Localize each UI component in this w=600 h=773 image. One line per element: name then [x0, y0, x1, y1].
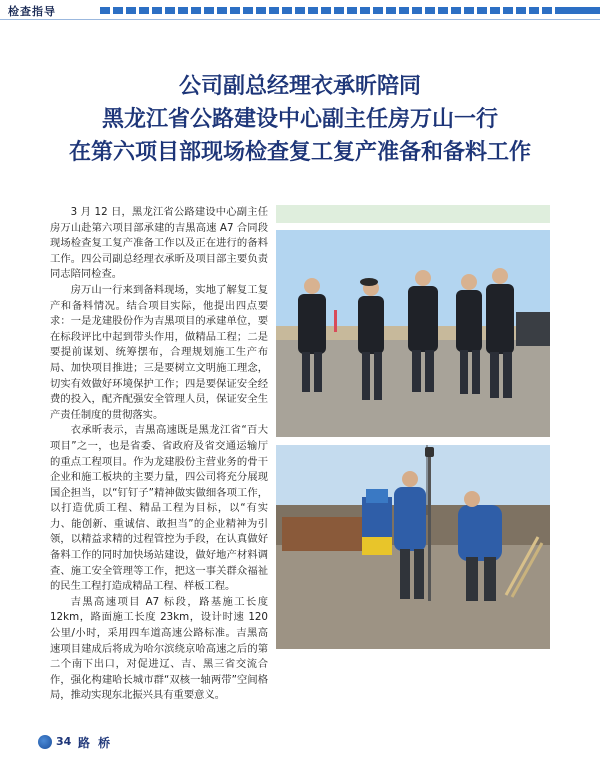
- header-stripe-end: [560, 7, 600, 14]
- page-number: 34: [56, 735, 72, 748]
- magazine-name: 路 桥: [78, 736, 113, 750]
- article-body: [50, 205, 268, 704]
- survey-photo-illustration: [276, 445, 550, 649]
- page-header: [0, 0, 600, 22]
- title-line-3: 在第六项目部现场检查复工复产准备和备料工作: [68, 139, 531, 165]
- group-photo-illustration: [276, 230, 550, 437]
- paragraph: 房万山一行来到备料现场，实地了解复工复产和备料情况。结合项目实际，他提出四点要求：一是龙建股份作为吉黑项目的承建单位，要在标段评比中起到带头作用，做精品工程；二是要提前谋划、统筹摆布，合理规划施工生产布局、加快项目推进；三是要树立文明施工理念，切实有效做好环境保护工作；四是要保证安全经费的投入，配齐配强安全管理人员，保证安全生产责任制度的贯彻落实。: [50, 283, 268, 421]
- title-line-2: 黑龙江省公路建设中心副主任房万山一行: [101, 106, 498, 132]
- caption-box: [276, 205, 550, 223]
- header-stripe: [100, 7, 560, 14]
- survey-workers-photo: [276, 445, 550, 649]
- title-line-1: 公司副总经理衣承昕陪同: [178, 73, 421, 99]
- section-label: 检查指导: [8, 5, 56, 18]
- magazine-logo-icon: [38, 735, 52, 749]
- paragraph: 3 月 12 日，黑龙江省公路建设中心副主任房万山赴第六项目部承建的吉黑高速 A7 合同段现场检查复工复产准备工作以及正在进行的备料工作。四公司副总经理衣承昕及项目部主要负责同志陪同检查。: [50, 206, 268, 281]
- paragraph: 吉黑高速项目 A7 标段，路基施工长度 12km，路面施工长度 23km，设计时速 120 公里/小时，采用四车道高速公路标准。吉黑高速项目建成后将成为哈尔滨绕京哈高速之后的第二个南下出口，对促进辽、吉、黑三省交流合作，强化构建哈长城市群“双核一轴两带”空间格局，推动实现东北振兴具有重要意义。: [50, 595, 268, 702]
- header-divider: [0, 19, 600, 20]
- paragraph: 衣承昕表示，吉黑高速既是黑龙江省“百大项目”之一，也是省委、省政府及省交通运输厅的重点工程项目。作为龙建股份主营业务的骨干企业和施工板块的主要力量，四公司将充分展现国企担当，以“钉钉子”精神做实做细各项工作，以打造优质工程、精品工程为目标，以“有实力、能创新、重诚信、敢担当”的企业精神为引领，以精益求精的过程管控为手段，在认真做好备料工作的同时加快场站建设，做好地产材料调查、施工安全管理等工作，把这一事关群众福祉的民生工程打造成精品工程、样板工程。: [50, 424, 268, 593]
- inspection-group-photo: [276, 230, 550, 437]
- article-title: [0, 70, 600, 169]
